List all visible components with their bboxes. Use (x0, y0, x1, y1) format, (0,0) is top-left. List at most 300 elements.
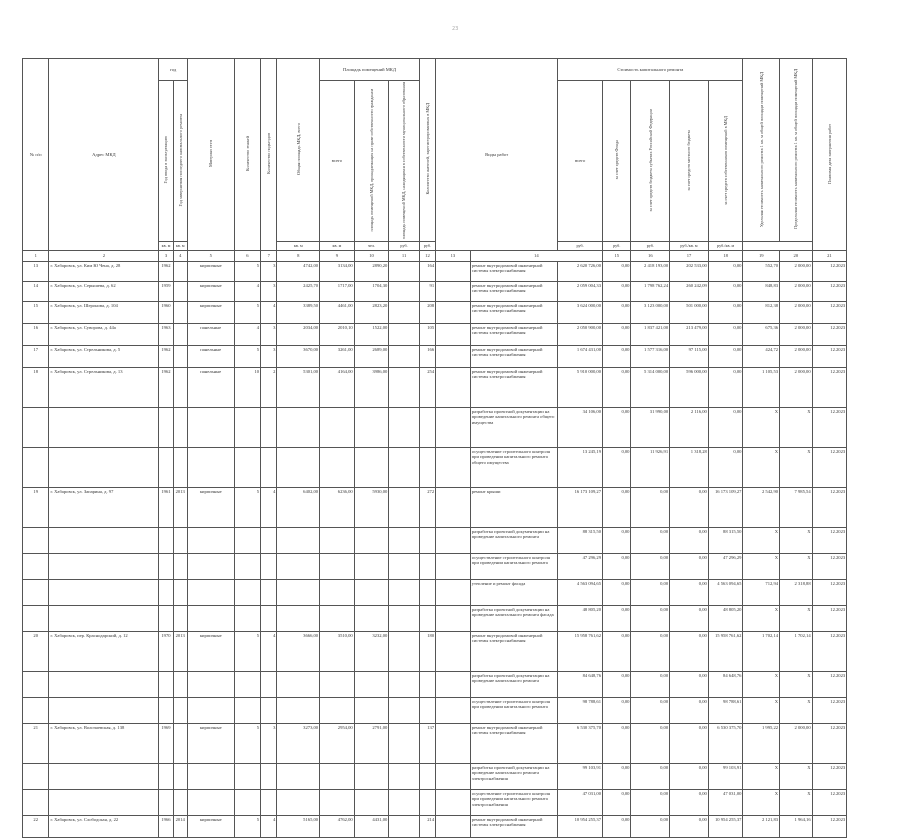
area-total-cell: 3134,00 (320, 262, 355, 282)
header-residents: Количество жителей, зарегистрированных в МКД (419, 59, 435, 242)
fund-cell: 0,00 (603, 606, 631, 632)
table-row (23, 324, 882, 346)
table-row (23, 764, 882, 790)
deadline-cell: 12.2023 (812, 302, 847, 324)
row-number-cell: 14 (23, 282, 49, 302)
deadline-cell: 12.2023 (812, 488, 847, 528)
row-number-cell (23, 698, 49, 724)
column-number-cell: 5 (187, 251, 234, 262)
residents-cell: 137 (419, 724, 435, 764)
unit-rub-4: руб. (603, 242, 631, 251)
total-area-cell: 5165,00 (277, 816, 320, 838)
unit-cost-cell: X (743, 554, 780, 580)
area-private-cell: 2890,20 (354, 262, 389, 282)
floors-cell (234, 554, 260, 580)
unit-rub-1: руб. (389, 242, 420, 251)
area-private-cell (354, 408, 389, 448)
area-total-cell: 6236,00 (320, 488, 355, 528)
total-area-cell: 2425,70 (277, 282, 320, 302)
floors-cell (234, 528, 260, 554)
budget-local-cell: 0,00 (670, 764, 709, 790)
floors-cell: 5 (234, 488, 260, 528)
budget-region-cell: 0,00 (631, 816, 670, 838)
year-built-cell (159, 554, 173, 580)
unit-cost-cell: 2 542,90 (743, 488, 780, 528)
year-repair-cell (173, 368, 187, 408)
header-year-built: Год ввода в эксплуатацию (159, 81, 173, 242)
address-cell (49, 672, 159, 698)
unit-cost-cell: X (743, 790, 780, 816)
total-area-cell (277, 554, 320, 580)
unit-rub-3: руб. (558, 242, 603, 251)
header-area-group: Площадь помещений МКД (320, 59, 420, 81)
unit-sqm-2: кв. м (173, 242, 187, 251)
table-row (23, 790, 882, 816)
header-budget-region: за счет средств бюджета субъекта Российской Федерации (631, 81, 670, 242)
area-private-cell (354, 606, 389, 632)
address-cell: г. Хабаровск, ул. Слободская, д. 22 (49, 816, 159, 838)
area-public-cell (389, 282, 420, 302)
wall-material-cell: кирпичные (187, 632, 234, 672)
wall-material-cell (187, 448, 234, 488)
year-repair-cell (173, 790, 187, 816)
residents-cell (419, 554, 435, 580)
owners-cell: 0,00 (708, 408, 743, 448)
column-number-cell: 7 (261, 251, 277, 262)
wall-material-cell: панельные (187, 368, 234, 408)
unit-rub-sqm-1: руб./кв. м (670, 242, 709, 251)
floors-cell: 5 (234, 632, 260, 672)
works-cell: ремонт внутридомовой инженерной системы электроснабжения (470, 724, 558, 764)
header-total-area: Общая площадь МКД, всего (277, 59, 320, 242)
works-cell: осуществление строительного контроля при проведении капитального ремонта общего имущества (470, 448, 558, 488)
deadline-cell: 12.2023 (812, 528, 847, 554)
cost-total-cell: 4 563 094,65 (558, 580, 603, 606)
column-number-cell: 8 (277, 251, 320, 262)
fund-cell: 0,00 (603, 672, 631, 698)
limit-cost-cell: X (780, 790, 813, 816)
column-number-cell: 2 (49, 251, 159, 262)
area-private-cell (354, 672, 389, 698)
floors-cell (234, 698, 260, 724)
fund-cell: 0,00 (603, 302, 631, 324)
year-repair-cell: 2013 (173, 488, 187, 528)
row-number-cell (23, 580, 49, 606)
area-public-cell (389, 324, 420, 346)
fund-cell: 0,00 (603, 698, 631, 724)
works-cell: разработка проектной документации на проведение капитального ремонта электроснабжения (470, 764, 558, 790)
year-built-cell (159, 764, 173, 790)
works-cell: утепление и ремонт фасада (470, 580, 558, 606)
budget-local-cell: 1 318,28 (670, 448, 709, 488)
table-row (23, 488, 882, 528)
residents-cell (419, 764, 435, 790)
budget-local-cell: 0,00 (670, 816, 709, 838)
unit-cost-cell: 712,94 (743, 580, 780, 606)
year-built-cell: 1962 (159, 346, 173, 368)
budget-region-cell: 0,00 (631, 790, 670, 816)
works-marker-cell (436, 790, 471, 816)
entrances-cell: 3 (261, 346, 277, 368)
budget-local-cell: 0,00 (670, 672, 709, 698)
budget-local-cell: 213 479,00 (670, 324, 709, 346)
budget-region-cell: 0,00 (631, 554, 670, 580)
deadline-cell: 12.2023 (812, 346, 847, 368)
unit-cost-cell: 1 105,53 (743, 368, 780, 408)
wall-material-cell: кирпичные (187, 816, 234, 838)
works-cell: осуществление строительного контроля при проведении капитального ремонта (470, 698, 558, 724)
area-total-cell: 2010,10 (320, 324, 355, 346)
wall-material-cell: панельные (187, 324, 234, 346)
address-cell (49, 448, 159, 488)
area-private-cell (354, 764, 389, 790)
budget-region-cell: 1 798 762,24 (631, 282, 670, 302)
works-marker-cell (436, 528, 471, 554)
budget-local-cell: 0,00 (670, 632, 709, 672)
floors-cell (234, 448, 260, 488)
entrances-cell: 4 (261, 488, 277, 528)
fund-cell: 0,00 (603, 488, 631, 528)
year-built-cell: 1962 (159, 368, 173, 408)
fund-cell: 0,00 (603, 764, 631, 790)
area-total-cell (320, 408, 355, 448)
residents-cell (419, 528, 435, 554)
area-total-cell: 2954,00 (320, 724, 355, 764)
column-number-cell: 19 (743, 251, 780, 262)
column-number-cell: 6 (234, 251, 260, 262)
works-cell: разработка проектной документации на проведение капитального ремонта (470, 672, 558, 698)
works-cell: ремонт внутридомовой инженерной системы электроснабжения (470, 346, 558, 368)
cost-total-cell: 2 059 004,33 (558, 282, 603, 302)
budget-region-cell: 0,00 (631, 698, 670, 724)
budget-local-cell: 501 000,00 (670, 302, 709, 324)
cost-total-cell: 98 788,61 (558, 698, 603, 724)
area-private-cell: 3986,00 (354, 368, 389, 408)
limit-cost-cell: 7 985,54 (780, 488, 813, 528)
header-limit-cost: Предельная стоимость капитального ремонта 1 кв. м общей площади помещений МКД (780, 59, 813, 242)
unit-rub-sqm-2: руб./кв. м (708, 242, 743, 251)
fund-cell: 0,00 (603, 346, 631, 368)
header-budget-local: за счет средств местного бюджета (670, 81, 709, 242)
unit-cost-cell: X (743, 408, 780, 448)
year-repair-cell (173, 262, 187, 282)
budget-region-cell: 0,00 (631, 632, 670, 672)
budget-local-cell: 260 242,09 (670, 282, 709, 302)
fund-cell: 0,00 (603, 554, 631, 580)
area-public-cell (389, 262, 420, 282)
area-total-cell (320, 698, 355, 724)
entrances-cell (261, 672, 277, 698)
row-number-cell (23, 764, 49, 790)
row-number-cell (23, 448, 49, 488)
column-number-cell: 15 (603, 251, 631, 262)
works-marker-cell (436, 672, 471, 698)
wall-material-cell: кирпичные (187, 302, 234, 324)
unit-rub-2: руб. (419, 242, 435, 251)
residents-cell (419, 698, 435, 724)
total-area-cell (277, 528, 320, 554)
area-public-cell (389, 816, 420, 838)
budget-region-cell: 2 418 193,00 (631, 262, 670, 282)
deadline-cell: 12.2023 (812, 368, 847, 408)
year-repair-cell (173, 698, 187, 724)
works-marker-cell (436, 408, 471, 448)
works-marker-cell (436, 368, 471, 408)
deadline-cell: 12.2023 (812, 764, 847, 790)
year-built-cell: 1962 (159, 262, 173, 282)
floors-cell: 5 (234, 302, 260, 324)
budget-local-cell: 2 116,00 (670, 408, 709, 448)
total-area-cell (277, 698, 320, 724)
header-area-total: всего (320, 81, 355, 242)
fund-cell: 0,00 (603, 324, 631, 346)
deadline-cell: 12.2023 (812, 408, 847, 448)
works-cell: ремонт внутридомовой инженерной системы электроснабжения (470, 816, 558, 838)
unit-cost-cell: 675,36 (743, 324, 780, 346)
address-cell (49, 528, 159, 554)
entrances-cell (261, 408, 277, 448)
limit-cost-cell: X (780, 408, 813, 448)
cost-total-cell: 10 954 255,37 (558, 816, 603, 838)
deadline-cell: 12.2023 (812, 282, 847, 302)
year-repair-cell (173, 324, 187, 346)
residents-cell (419, 790, 435, 816)
year-repair-cell (173, 606, 187, 632)
area-private-cell (354, 790, 389, 816)
row-number-cell: 18 (23, 368, 49, 408)
area-total-cell: 3510,00 (320, 632, 355, 672)
entrances-cell: 3 (261, 282, 277, 302)
address-cell (49, 606, 159, 632)
unit-cost-cell: X (743, 528, 780, 554)
area-total-cell (320, 580, 355, 606)
year-repair-cell (173, 302, 187, 324)
limit-cost-cell: X (780, 764, 813, 790)
deadline-cell: 12.2023 (812, 580, 847, 606)
deadline-cell: 12.2023 (812, 632, 847, 672)
works-cell: ремонт внутридомовой инженерной системы электроснабжения (470, 324, 558, 346)
year-built-cell: 1961 (159, 488, 173, 528)
year-repair-cell: 2014 (173, 816, 187, 838)
header-cost-total: всего (558, 81, 603, 242)
cost-total-cell: 47 296,29 (558, 554, 603, 580)
works-marker-cell (436, 606, 471, 632)
column-number-cell: 21 (812, 251, 847, 262)
year-repair-cell (173, 282, 187, 302)
area-public-cell (389, 554, 420, 580)
row-number-cell: 20 (23, 632, 49, 672)
unit-cost-cell: 1 702,14 (743, 632, 780, 672)
table-row (23, 282, 882, 302)
area-private-cell: 5930,00 (354, 488, 389, 528)
row-number-cell (23, 606, 49, 632)
owners-cell: 88 315,50 (708, 528, 743, 554)
total-area-cell (277, 408, 320, 448)
unit-people: чел. (354, 242, 389, 251)
row-number-cell: 15 (23, 302, 49, 324)
cost-total-cell: 47 031,00 (558, 790, 603, 816)
owners-cell: 0,00 (708, 282, 743, 302)
total-area-cell: 3670,00 (277, 346, 320, 368)
column-number-cell: 9 (320, 251, 355, 262)
budget-local-cell: 0,00 (670, 488, 709, 528)
works-cell: разработка проектной документации на проведение капитального ремонта (470, 528, 558, 554)
wall-material-cell (187, 554, 234, 580)
total-area-cell (277, 606, 320, 632)
budget-region-cell: 0,00 (631, 764, 670, 790)
budget-region-cell: 1 577 316,00 (631, 346, 670, 368)
header-npp: № п/п (23, 59, 49, 251)
residents-cell (419, 606, 435, 632)
fund-cell: 0,00 (603, 448, 631, 488)
entrances-cell (261, 698, 277, 724)
area-total-cell (320, 554, 355, 580)
budget-local-cell: 97 115,00 (670, 346, 709, 368)
cost-total-cell: 13 245,19 (558, 448, 603, 488)
limit-cost-cell: 2 000,00 (780, 282, 813, 302)
row-number-cell: 16 (23, 324, 49, 346)
owners-cell: 84 648,76 (708, 672, 743, 698)
budget-region-cell: 0,00 (631, 580, 670, 606)
year-built-cell (159, 580, 173, 606)
table-row (23, 528, 882, 554)
budget-local-cell: 0,00 (670, 790, 709, 816)
table-row (23, 368, 882, 408)
limit-cost-cell: X (780, 448, 813, 488)
entrances-cell (261, 764, 277, 790)
works-cell: разработка проектной документации на проведение капитального ремонта фасада (470, 606, 558, 632)
wall-material-cell (187, 580, 234, 606)
owners-cell: 99 103,91 (708, 764, 743, 790)
row-number-cell: 22 (23, 816, 49, 838)
area-total-cell (320, 528, 355, 554)
cost-total-cell: 88 315,50 (558, 528, 603, 554)
budget-region-cell: 0,00 (631, 724, 670, 764)
limit-cost-cell: 2 000,00 (780, 262, 813, 282)
works-cell: осуществление строительного контроля при проведении капитального ремонта электроснабжения (470, 790, 558, 816)
column-number-row (23, 251, 882, 262)
floors-cell (234, 606, 260, 632)
header-fund: за счет средств Фонда (603, 81, 631, 242)
area-private-cell (354, 580, 389, 606)
year-repair-cell: 2013 (173, 632, 187, 672)
works-cell: ремонт внутридомовой инженерной системы электроснабжения (470, 302, 558, 324)
area-total-cell (320, 764, 355, 790)
address-cell: г. Хабаровск, ул. Стрельникова, д. 13 (49, 368, 159, 408)
wall-material-cell: панельные (187, 346, 234, 368)
table-row (23, 580, 882, 606)
works-cell: ремонт внутридомовой инженерной системы электроснабжения (470, 262, 558, 282)
wall-material-cell (187, 606, 234, 632)
address-cell: г. Хабаровск, ул. Серышева, д. 62 (49, 282, 159, 302)
address-cell: г. Хабаровск, пер. Краснодарский, д. 12 (49, 632, 159, 672)
works-marker-cell (436, 698, 471, 724)
area-private-cell: 3232,00 (354, 632, 389, 672)
limit-cost-cell: X (780, 672, 813, 698)
header-area-private: площадь помещений МКД, принадлежащих на праве собственности гражданам (354, 81, 389, 242)
limit-cost-cell: 1 964,16 (780, 816, 813, 838)
budget-local-cell: 0,00 (670, 554, 709, 580)
table-row (23, 698, 882, 724)
header-years: год (159, 59, 187, 81)
residents-cell: 208 (419, 302, 435, 324)
floors-cell: 5 (234, 346, 260, 368)
deadline-cell: 12.2023 (812, 262, 847, 282)
cost-total-cell: 3 624 000,00 (558, 302, 603, 324)
year-repair-cell (173, 346, 187, 368)
deadline-cell: 12.2023 (812, 672, 847, 698)
works-marker-cell (436, 302, 471, 324)
limit-cost-cell: 1 702,14 (780, 632, 813, 672)
budget-region-cell: 5 314 000,00 (631, 368, 670, 408)
area-total-cell: 3261,00 (320, 346, 355, 368)
row-number-cell (23, 408, 49, 448)
area-private-cell (354, 554, 389, 580)
floors-cell (234, 764, 260, 790)
capital-repair-register-table (22, 58, 882, 838)
header-area-public: площадь помещений МКД, находящихся в собственности муниципального образования (389, 81, 420, 242)
year-built-cell (159, 790, 173, 816)
cost-total-cell: 2 620 726,00 (558, 262, 603, 282)
budget-region-cell: 1 837 421,00 (631, 324, 670, 346)
area-total-cell: 4762,00 (320, 816, 355, 838)
floors-cell: 10 (234, 368, 260, 408)
residents-cell: 272 (419, 488, 435, 528)
area-total-cell (320, 606, 355, 632)
row-number-cell (23, 528, 49, 554)
entrances-cell: 4 (261, 632, 277, 672)
unit-rub-5: руб. (631, 242, 670, 251)
cost-total-cell: 84 648,76 (558, 672, 603, 698)
area-private-cell: 2823,20 (354, 302, 389, 324)
owners-cell: 0,00 (708, 324, 743, 346)
owners-cell: 47 296,29 (708, 554, 743, 580)
cost-total-cell: 5 910 000,00 (558, 368, 603, 408)
entrances-cell: 4 (261, 816, 277, 838)
cost-total-cell: 6 530 375,70 (558, 724, 603, 764)
area-public-cell (389, 302, 420, 324)
works-cell: ремонт внутридомовой инженерной системы электроснабжения (470, 368, 558, 408)
header-entrances: Количество подъездов (261, 59, 277, 251)
unit-cost-cell: 848,83 (743, 282, 780, 302)
year-built-cell: 1959 (159, 282, 173, 302)
header-owners: за счет средств собственников помещений в МКД (708, 81, 743, 242)
unit-cost-cell: X (743, 606, 780, 632)
fund-cell: 0,00 (603, 282, 631, 302)
entrances-cell: 4 (261, 302, 277, 324)
limit-cost-cell: 2 000,00 (780, 324, 813, 346)
fund-cell: 0,00 (603, 528, 631, 554)
residents-cell: 214 (419, 816, 435, 838)
address-cell: г. Хабаровск, ул. Запарина, д. 97 (49, 488, 159, 528)
owners-cell: 16 173 109,27 (708, 488, 743, 528)
area-public-cell (389, 672, 420, 698)
works-marker-cell (436, 632, 471, 672)
entrances-cell: 3 (261, 724, 277, 764)
table-row (23, 672, 882, 698)
header-address: Адрес МКД (49, 59, 159, 251)
header-unit-cost: Удельная стоимость капитального ремонта 1 кв. м общей площади помещений МКД (743, 59, 780, 242)
table-row (23, 408, 882, 448)
owners-cell: 10 954 255,37 (708, 816, 743, 838)
budget-local-cell: 0,00 (670, 580, 709, 606)
wall-material-cell (187, 790, 234, 816)
fund-cell: 0,00 (603, 408, 631, 448)
year-repair-cell (173, 580, 187, 606)
entrances-cell (261, 554, 277, 580)
column-number-cell: 11 (389, 251, 420, 262)
unit-cost-cell: X (743, 764, 780, 790)
